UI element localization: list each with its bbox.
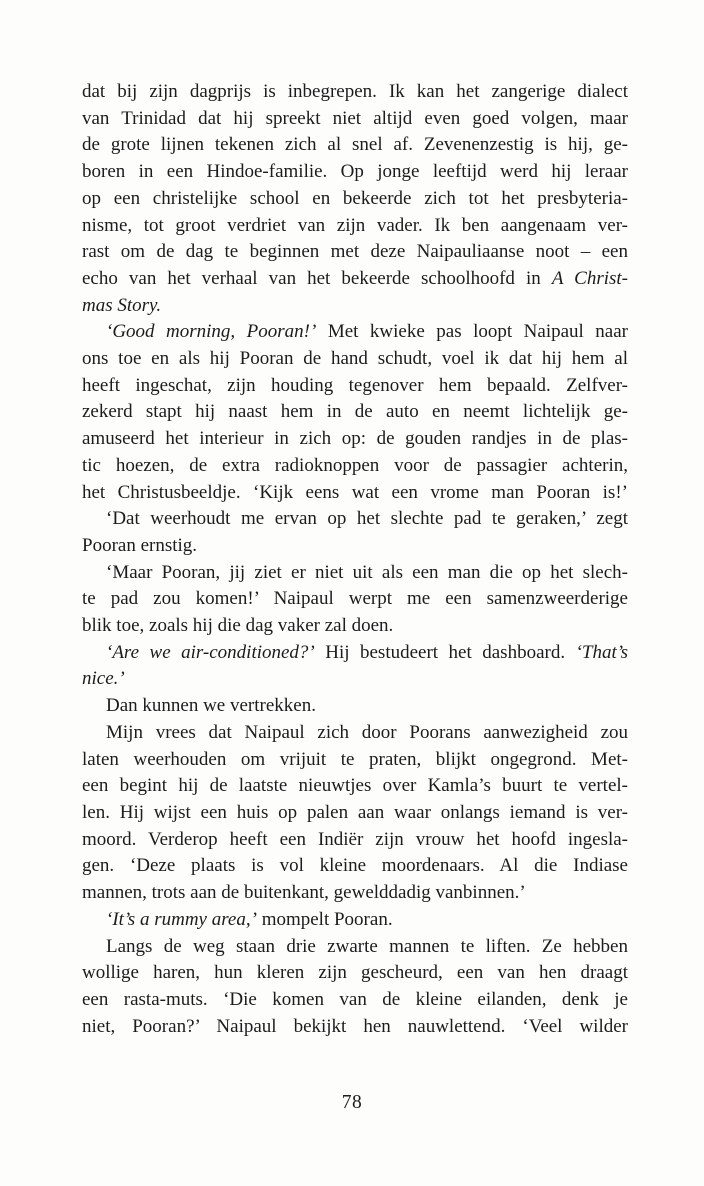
text-line — [82, 159, 628, 186]
text-line — [82, 880, 628, 907]
text-segment: van Trinidad dat hij spreekt niet altijd even goed volgen, maar — [82, 107, 628, 129]
text-segment: het Christusbeeldje. ‘Kijk eens wat een vrome man Pooran is!’ — [82, 481, 628, 503]
text-segment: nisme, tot groot verdriet van zijn vader. Ik ben aangenaam ver- — [82, 214, 628, 236]
text-segment: wollige haren, hun kleren zijn gescheurd, een van hen draagt — [82, 962, 628, 984]
text-segment: dat bij zijn dagprijs is inbegrepen. Ik kan het zangerige dialect — [82, 81, 628, 102]
text-segment: mannen, trots aan de buitenkant, gewelddadig vanbinnen.’ — [82, 882, 526, 904]
text-segment: een rasta-muts. ‘Die komen van de kleine eilanden, denk je — [82, 988, 628, 1010]
text-line — [82, 373, 628, 400]
paragraph — [82, 560, 628, 640]
text-line — [82, 239, 628, 266]
text-line — [82, 399, 628, 426]
text-segment: ons toe en als hij Pooran de hand schudt, voel ik dat hij hem al — [82, 348, 628, 370]
text-segment: ‘Are we air-conditioned?’ — [106, 641, 315, 663]
paragraph — [82, 319, 628, 506]
text-segment: moord. Verderop heeft een Indiër zijn vrouw het hoofd ingesla- — [82, 828, 628, 850]
text-segment: tic hoezen, de extra radioknoppen voor de passagier achterin, — [82, 454, 628, 476]
text-line — [82, 106, 628, 133]
text-line — [82, 266, 628, 293]
text-segment: Dan kunnen we vertrekken. — [106, 695, 316, 717]
text-segment: Langs de weg staan drie zwarte mannen te liften. Ze hebben — [106, 935, 628, 957]
text-line — [82, 346, 628, 373]
text-line — [82, 827, 628, 854]
text-segment: een begint hij de laatste nieuwtjes over Kamla’s buurt te vertel- — [82, 775, 628, 797]
text-line — [82, 853, 628, 880]
text-segment: blik toe, zoals hij die dag vaker zal doen. — [82, 615, 394, 637]
text-line — [82, 640, 628, 667]
text-segment: mas Story. — [82, 294, 162, 316]
text-line — [82, 293, 628, 320]
text-line — [82, 987, 628, 1014]
text-line — [82, 586, 628, 613]
page-text — [82, 79, 628, 1040]
text-segment: Met kwieke pas loopt Naipaul naar — [316, 321, 628, 343]
paragraph — [82, 907, 628, 934]
text-line — [82, 533, 628, 560]
text-segment: amuseerd het interieur in zich op: de gouden randjes in de plas- — [82, 428, 628, 450]
text-segment: niet, Pooran?’ Naipaul bekijkt hen nauwlettend. ‘Veel wilder — [82, 1015, 628, 1037]
text-segment: te pad zou komen!’ Naipaul werpt me een samenzweerderige — [82, 588, 628, 610]
text-line — [82, 747, 628, 774]
text-segment: zekerd stapt hij naast hem in de auto en neemt lichtelijk ge- — [82, 401, 628, 423]
text-line — [82, 453, 628, 480]
text-segment: ‘Good morning, Pooran!’ — [106, 321, 317, 343]
text-segment: ‘Maar Pooran, jij ziet er niet uit als een man die op het slech- — [106, 561, 628, 583]
text-line — [82, 613, 628, 640]
text-line — [82, 480, 628, 507]
text-segment: Pooran ernstig. — [82, 534, 198, 556]
text-line — [82, 907, 628, 934]
paragraph — [82, 506, 628, 559]
text-segment: boren in een Hindoe-familie. Op jonge leeftijd werd hij leraar — [82, 161, 628, 183]
text-line — [82, 186, 628, 213]
text-segment: mompelt Pooran. — [256, 908, 393, 930]
text-segment: op een christelijke school en bekeerde zich tot het presbyteria- — [82, 187, 628, 209]
text-line — [82, 934, 628, 961]
text-segment: de grote lijnen tekenen zich al snel af. Zevenenzestig is hij, ge- — [82, 134, 628, 156]
paragraph — [82, 79, 628, 319]
page-number: 78 — [341, 1092, 363, 1113]
text-segment: laten weerhouden om vrijuit te praten, blijkt ongegrond. Met- — [82, 748, 628, 770]
text-line — [82, 773, 628, 800]
text-line — [82, 426, 628, 453]
text-line — [82, 960, 628, 987]
text-segment: ‘Dat weerhoudt me ervan op het slechte pad te geraken,’ zegt — [106, 508, 628, 530]
text-line — [82, 666, 628, 693]
text-segment: A Christ- — [551, 267, 628, 289]
text-segment: heeft ingeschat, zijn houding tegenover hem bepaald. Zelfver- — [82, 374, 628, 396]
paragraph — [82, 693, 628, 720]
text-line — [82, 506, 628, 533]
text-segment: nice.’ — [82, 668, 125, 690]
paragraph — [82, 934, 628, 1041]
text-line — [82, 800, 628, 827]
text-line — [82, 693, 628, 720]
text-line — [82, 79, 628, 106]
text-line — [82, 560, 628, 587]
text-segment: ‘That’s — [575, 641, 629, 663]
text-segment: ‘It’s a rummy area,’ — [106, 908, 257, 930]
text-line — [82, 319, 628, 346]
text-segment: Hij bestudeert het dashboard. — [314, 641, 576, 663]
text-segment: gen. ‘Deze plaats is vol kleine moordenaars. Al die Indiase — [82, 855, 628, 877]
text-line — [82, 132, 628, 159]
paragraph — [82, 640, 628, 693]
text-segment: Mijn vrees dat Naipaul zich door Poorans aanwezigheid zou — [106, 721, 628, 743]
text-segment: echo van het verhaal van het bekeerde schoolhoofd in — [82, 267, 552, 289]
text-segment: rast om de dag te beginnen met deze Naipauliaanse noot – een — [82, 241, 628, 263]
paragraph — [82, 720, 628, 907]
text-segment: len. Hij wijst een huis op palen aan waar onlangs iemand is ver- — [82, 801, 628, 823]
text-line — [82, 1014, 628, 1041]
text-line — [82, 213, 628, 240]
text-line — [82, 720, 628, 747]
